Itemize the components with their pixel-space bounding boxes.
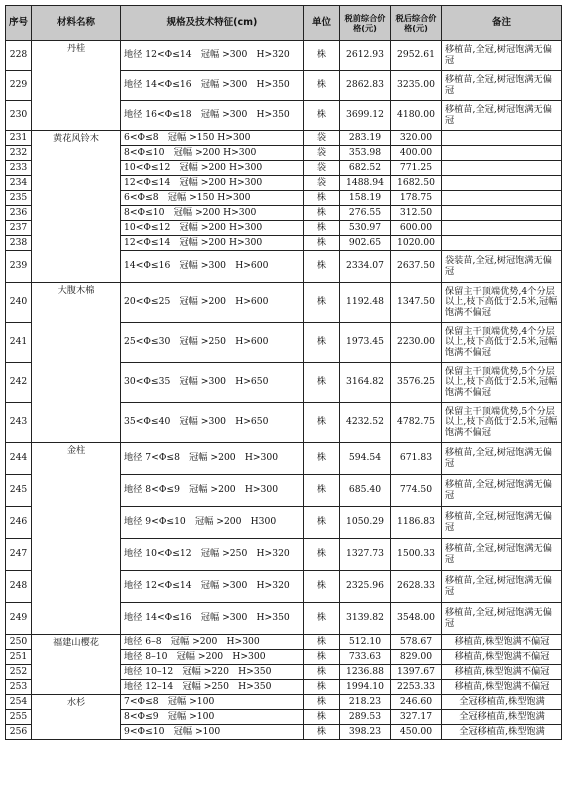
pre-tax-price: 530.97 — [340, 221, 391, 236]
unit-cell: 株 — [304, 41, 340, 71]
pre-tax-price: 218.23 — [340, 695, 391, 710]
pre-tax-price: 1236.88 — [340, 665, 391, 680]
spec-cell: 8<Φ≤10 冠幅 >200 H>300 — [121, 146, 304, 161]
post-tax-price: 400.00 — [391, 146, 442, 161]
unit-cell: 袋 — [304, 146, 340, 161]
pre-tax-price: 1192.48 — [340, 283, 391, 323]
unit-cell: 株 — [304, 191, 340, 206]
post-tax-price: 4782.75 — [391, 403, 442, 443]
header-no: 序号 — [6, 6, 32, 41]
table-row — [6, 41, 562, 71]
row-number: 241 — [6, 323, 32, 363]
spec-cell: 地径 8–10 冠幅 >200 H>300 — [121, 650, 304, 665]
row-number: 254 — [6, 695, 32, 710]
pre-tax-price: 353.98 — [340, 146, 391, 161]
row-number: 243 — [6, 403, 32, 443]
note-cell: 全冠移植苗,株型饱满 — [442, 710, 562, 725]
pre-tax-price: 1050.29 — [340, 507, 391, 539]
unit-cell: 株 — [304, 71, 340, 101]
note-cell: 移植苗,全冠,树冠饱满无偏冠 — [442, 41, 562, 71]
post-tax-price: 600.00 — [391, 221, 442, 236]
unit-cell: 株 — [304, 710, 340, 725]
post-tax-price: 671.83 — [391, 443, 442, 475]
note-cell — [442, 221, 562, 236]
spec-cell: 10<Φ≤12 冠幅 >200 H>300 — [121, 221, 304, 236]
row-number: 228 — [6, 41, 32, 71]
material-name: 黄花风铃木 — [32, 131, 121, 283]
row-number: 240 — [6, 283, 32, 323]
post-tax-price: 178.75 — [391, 191, 442, 206]
material-name: 大腹木棉 — [32, 283, 121, 443]
pre-tax-price: 733.63 — [340, 650, 391, 665]
row-number: 256 — [6, 725, 32, 740]
post-tax-price: 2253.33 — [391, 680, 442, 695]
note-cell: 移植苗,全冠,树冠饱满无偏冠 — [442, 443, 562, 475]
row-number: 245 — [6, 475, 32, 507]
pre-tax-price: 289.53 — [340, 710, 391, 725]
row-number: 231 — [6, 131, 32, 146]
pre-tax-price: 2862.83 — [340, 71, 391, 101]
material-name: 金柱 — [32, 443, 121, 635]
row-number: 235 — [6, 191, 32, 206]
row-number: 239 — [6, 251, 32, 283]
note-cell: 移植苗,株型饱满不偏冠 — [442, 650, 562, 665]
row-number: 250 — [6, 635, 32, 650]
row-number: 253 — [6, 680, 32, 695]
note-cell — [442, 191, 562, 206]
row-number: 252 — [6, 665, 32, 680]
pre-tax-price: 4232.52 — [340, 403, 391, 443]
row-number: 237 — [6, 221, 32, 236]
post-tax-price: 1682.50 — [391, 176, 442, 191]
unit-cell: 株 — [304, 443, 340, 475]
pre-tax-price: 902.65 — [340, 236, 391, 251]
pre-tax-price: 1994.10 — [340, 680, 391, 695]
pre-tax-price: 158.19 — [340, 191, 391, 206]
unit-cell: 株 — [304, 403, 340, 443]
post-tax-price: 312.50 — [391, 206, 442, 221]
row-number: 229 — [6, 71, 32, 101]
note-cell — [442, 161, 562, 176]
unit-cell: 株 — [304, 603, 340, 635]
post-tax-price: 3576.25 — [391, 363, 442, 403]
spec-cell: 地径 10<Φ≤12 冠幅 >250 H>320 — [121, 539, 304, 571]
pre-tax-price: 398.23 — [340, 725, 391, 740]
spec-cell: 35<Φ≤40 冠幅 >300 H>650 — [121, 403, 304, 443]
spec-cell: 地径 6–8 冠幅 >200 H>300 — [121, 635, 304, 650]
header-pre-tax: 税前综合价格(元) — [340, 6, 391, 41]
material-name: 水杉 — [32, 695, 121, 740]
spec-cell: 地径 14<Φ≤16 冠幅 >300 H>350 — [121, 71, 304, 101]
post-tax-price: 246.60 — [391, 695, 442, 710]
spec-cell: 6<Φ≤8 冠幅 >150 H>300 — [121, 191, 304, 206]
unit-cell: 株 — [304, 507, 340, 539]
note-cell: 保留主干顶端优势,4个分层以上,枝下高低于2.5米,冠幅饱满不偏冠 — [442, 323, 562, 363]
note-cell: 移植苗,全冠,树冠饱满无偏冠 — [442, 603, 562, 635]
spec-cell: 20<Φ≤25 冠幅 >200 H>600 — [121, 283, 304, 323]
note-cell — [442, 146, 562, 161]
unit-cell: 株 — [304, 571, 340, 603]
header-post-tax: 税后综合价格(元) — [391, 6, 442, 41]
unit-cell: 株 — [304, 236, 340, 251]
post-tax-price: 1020.00 — [391, 236, 442, 251]
header-row — [6, 6, 562, 41]
note-cell: 移植苗,全冠,树冠饱满无偏冠 — [442, 507, 562, 539]
spec-cell: 25<Φ≤30 冠幅 >250 H>600 — [121, 323, 304, 363]
row-number: 244 — [6, 443, 32, 475]
table-row — [6, 695, 562, 710]
unit-cell: 株 — [304, 323, 340, 363]
post-tax-price: 2952.61 — [391, 41, 442, 71]
pre-tax-price: 594.54 — [340, 443, 391, 475]
post-tax-price: 3548.00 — [391, 603, 442, 635]
material-name: 丹桂 — [32, 41, 121, 131]
unit-cell: 袋 — [304, 161, 340, 176]
note-cell: 移植苗,全冠,树冠饱满无偏冠 — [442, 475, 562, 507]
note-cell: 全冠移植苗,株型饱满 — [442, 695, 562, 710]
row-number: 248 — [6, 571, 32, 603]
post-tax-price: 829.00 — [391, 650, 442, 665]
post-tax-price: 774.50 — [391, 475, 442, 507]
note-cell — [442, 236, 562, 251]
note-cell: 移植苗,株型饱满不偏冠 — [442, 680, 562, 695]
note-cell: 保留主干顶端优势,5个分层以上,枝下高低于2.5米,冠幅饱满不偏冠 — [442, 363, 562, 403]
post-tax-price: 3235.00 — [391, 71, 442, 101]
header-note: 备注 — [442, 6, 562, 41]
note-cell: 移植苗,全冠,树冠饱满无偏冠 — [442, 539, 562, 571]
post-tax-price: 1397.67 — [391, 665, 442, 680]
post-tax-price: 2230.00 — [391, 323, 442, 363]
unit-cell: 株 — [304, 665, 340, 680]
row-number: 238 — [6, 236, 32, 251]
header-spec: 规格及技术特征(cm) — [121, 6, 304, 41]
row-number: 234 — [6, 176, 32, 191]
note-cell — [442, 176, 562, 191]
note-cell: 保留主干顶端优势,5个分层以上,枝下高低于2.5米,冠幅饱满不偏冠 — [442, 403, 562, 443]
unit-cell: 株 — [304, 206, 340, 221]
price-table — [5, 5, 562, 740]
spec-cell: 地径 9<Φ≤10 冠幅 >200 H300 — [121, 507, 304, 539]
post-tax-price: 2637.50 — [391, 251, 442, 283]
spec-cell: 12<Φ≤14 冠幅 >200 H>300 — [121, 176, 304, 191]
pre-tax-price: 512.10 — [340, 635, 391, 650]
post-tax-price: 1347.50 — [391, 283, 442, 323]
pre-tax-price: 2334.07 — [340, 251, 391, 283]
pre-tax-price: 1973.45 — [340, 323, 391, 363]
unit-cell: 株 — [304, 221, 340, 236]
table-row — [6, 443, 562, 475]
table-row — [6, 131, 562, 146]
row-number: 236 — [6, 206, 32, 221]
pre-tax-price: 2325.96 — [340, 571, 391, 603]
row-number: 251 — [6, 650, 32, 665]
row-number: 242 — [6, 363, 32, 403]
row-number: 246 — [6, 507, 32, 539]
spec-cell: 9<Φ≤10 冠幅 >100 — [121, 725, 304, 740]
post-tax-price: 2628.33 — [391, 571, 442, 603]
pre-tax-price: 276.55 — [340, 206, 391, 221]
unit-cell: 株 — [304, 650, 340, 665]
spec-cell: 8<Φ≤9 冠幅 >100 — [121, 710, 304, 725]
header-name: 材料名称 — [32, 6, 121, 41]
pre-tax-price: 685.40 — [340, 475, 391, 507]
unit-cell: 株 — [304, 475, 340, 507]
row-number: 233 — [6, 161, 32, 176]
spec-cell: 8<Φ≤10 冠幅 >200 H>300 — [121, 206, 304, 221]
unit-cell: 株 — [304, 251, 340, 283]
spec-cell: 地径 12<Φ≤14 冠幅 >300 H>320 — [121, 571, 304, 603]
unit-cell: 株 — [304, 695, 340, 710]
unit-cell: 袋 — [304, 176, 340, 191]
row-number: 230 — [6, 101, 32, 131]
post-tax-price: 450.00 — [391, 725, 442, 740]
spec-cell: 30<Φ≤35 冠幅 >300 H>650 — [121, 363, 304, 403]
note-cell — [442, 131, 562, 146]
spec-cell: 地径 16<Φ≤18 冠幅 >300 H>350 — [121, 101, 304, 131]
post-tax-price: 320.00 — [391, 131, 442, 146]
note-cell: 移植苗,株型饱满不偏冠 — [442, 665, 562, 680]
pre-tax-price: 3164.82 — [340, 363, 391, 403]
pre-tax-price: 3699.12 — [340, 101, 391, 131]
header-unit: 单位 — [304, 6, 340, 41]
spec-cell: 地径 7<Φ≤8 冠幅 >200 H>300 — [121, 443, 304, 475]
note-cell: 保留主干顶端优势,4个分层以上,枝下高低于2.5米,冠幅饱满不偏冠 — [442, 283, 562, 323]
pre-tax-price: 1488.94 — [340, 176, 391, 191]
note-cell: 移植苗,全冠,树冠饱满无偏冠 — [442, 571, 562, 603]
table-row — [6, 283, 562, 323]
spec-cell: 12<Φ≤14 冠幅 >200 H>300 — [121, 236, 304, 251]
note-cell: 移植苗,全冠,树冠饱满无偏冠 — [442, 101, 562, 131]
row-number: 249 — [6, 603, 32, 635]
note-cell: 全冠移植苗,株型饱满 — [442, 725, 562, 740]
spec-cell: 地径 10–12 冠幅 >220 H>350 — [121, 665, 304, 680]
post-tax-price: 1186.83 — [391, 507, 442, 539]
spec-cell: 地径 14<Φ≤16 冠幅 >300 H>350 — [121, 603, 304, 635]
unit-cell: 袋 — [304, 131, 340, 146]
row-number: 255 — [6, 710, 32, 725]
spec-cell: 6<Φ≤8 冠幅 >150 H>300 — [121, 131, 304, 146]
post-tax-price: 578.67 — [391, 635, 442, 650]
spec-cell: 7<Φ≤8 冠幅 >100 — [121, 695, 304, 710]
table-row — [6, 635, 562, 650]
pre-tax-price: 1327.73 — [340, 539, 391, 571]
pre-tax-price: 283.19 — [340, 131, 391, 146]
note-cell — [442, 206, 562, 221]
unit-cell: 株 — [304, 283, 340, 323]
row-number: 232 — [6, 146, 32, 161]
unit-cell: 株 — [304, 725, 340, 740]
spec-cell: 地径 12–14 冠幅 >250 H>350 — [121, 680, 304, 695]
note-cell: 移植苗,株型饱满不偏冠 — [442, 635, 562, 650]
post-tax-price: 4180.00 — [391, 101, 442, 131]
pre-tax-price: 3139.82 — [340, 603, 391, 635]
note-cell: 袋装苗,全冠,树冠饱满无偏冠 — [442, 251, 562, 283]
unit-cell: 株 — [304, 635, 340, 650]
pre-tax-price: 2612.93 — [340, 41, 391, 71]
unit-cell: 株 — [304, 363, 340, 403]
post-tax-price: 771.25 — [391, 161, 442, 176]
post-tax-price: 1500.33 — [391, 539, 442, 571]
note-cell: 移植苗,全冠,树冠饱满无偏冠 — [442, 71, 562, 101]
unit-cell: 株 — [304, 680, 340, 695]
post-tax-price: 327.17 — [391, 710, 442, 725]
spec-cell: 10<Φ≤12 冠幅 >200 H>300 — [121, 161, 304, 176]
spec-cell: 地径 8<Φ≤9 冠幅 >200 H>300 — [121, 475, 304, 507]
pre-tax-price: 682.52 — [340, 161, 391, 176]
material-name: 福建山樱花 — [32, 635, 121, 695]
unit-cell: 株 — [304, 539, 340, 571]
spec-cell: 14<Φ≤16 冠幅 >300 H>600 — [121, 251, 304, 283]
spec-cell: 地径 12<Φ≤14 冠幅 >300 H>320 — [121, 41, 304, 71]
unit-cell: 株 — [304, 101, 340, 131]
row-number: 247 — [6, 539, 32, 571]
